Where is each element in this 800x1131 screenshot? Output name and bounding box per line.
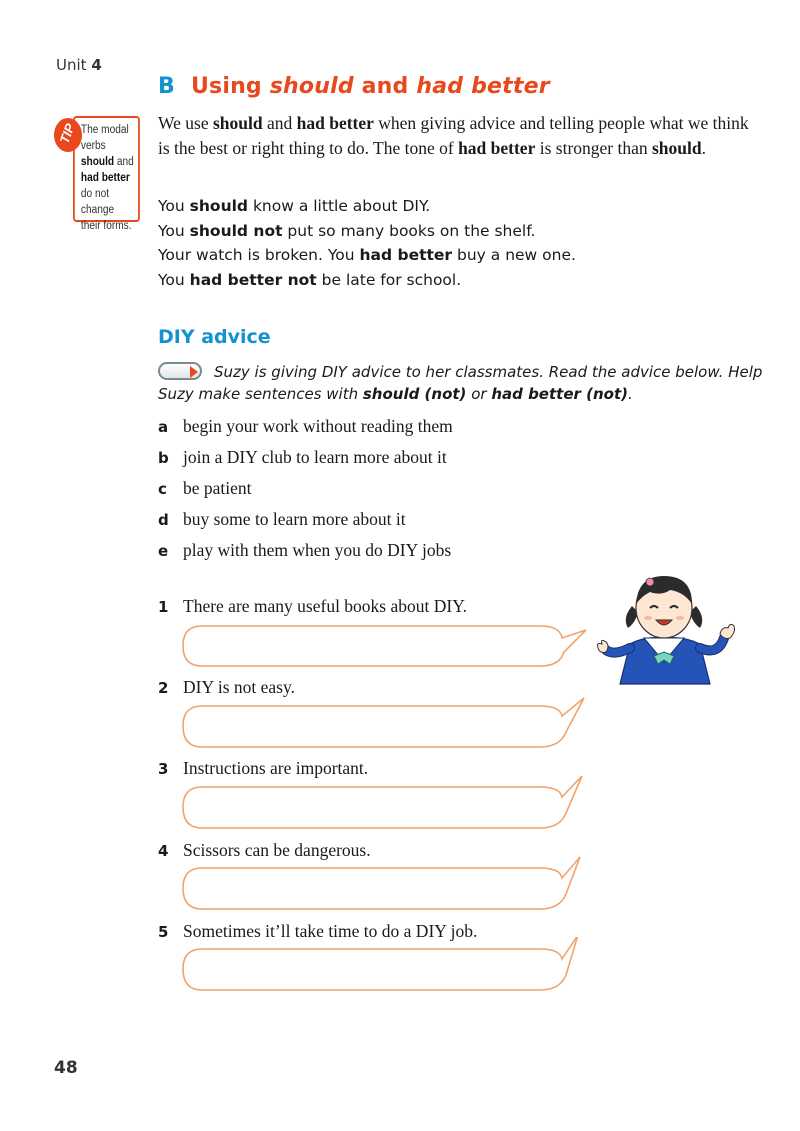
activity-instructions: Suzy is giving DIY advice to her classmates. Read the advice below. Help Suzy make sentences with should (not) or had better (not).	[158, 363, 763, 403]
list-item: a begin your work without reading them	[158, 416, 453, 436]
example-sentence: Your watch is broken. You had better buy a new one.	[158, 246, 576, 265]
tip-badge: TIP	[54, 118, 82, 152]
example-sentence: You had better not be late for school.	[158, 271, 462, 290]
tip-box: The modal verbs should and had better do not change their forms.	[73, 116, 140, 222]
list-item: c be patient	[158, 478, 252, 498]
activity-title: DIY advice	[158, 326, 271, 348]
answer-bubble-1[interactable]	[180, 622, 590, 682]
girl-illustration	[592, 566, 742, 691]
section-letter: B	[158, 74, 175, 99]
advice-list	[158, 416, 453, 571]
intro-paragraph: We use should and had better when giving advice and telling people what we think is the best or right thing to do. The tone of had better is stronger than should.	[158, 113, 749, 158]
unit-number: 4	[91, 56, 102, 74]
example-sentences	[158, 194, 576, 293]
answer-bubble-2[interactable]	[180, 694, 590, 754]
question-5: 5 Sometimes it’ll take time to do a DIY job.	[158, 921, 478, 941]
example-sentence: You should not put so many books on the shelf.	[158, 221, 536, 240]
unit-label: Unit 4	[56, 56, 102, 74]
list-item: b join a DIY club to learn more about it	[158, 447, 447, 467]
page-number: 48	[54, 1058, 78, 1078]
list-item: d buy some to learn more about it	[158, 509, 406, 529]
question-2: 2 DIY is not easy.	[158, 677, 295, 697]
answer-bubble-5[interactable]	[180, 937, 590, 997]
question-4: 4 Scissors can be dangerous.	[158, 840, 371, 860]
example-sentence: You should know a little about DIY.	[158, 197, 431, 215]
list-item: e play with them when you do DIY jobs	[158, 540, 452, 560]
answer-bubble-4[interactable]	[180, 856, 590, 916]
section-title: B Using should and had better	[158, 74, 550, 99]
question-3: 3 Instructions are important.	[158, 758, 369, 778]
play-icon	[190, 366, 198, 378]
question-1: 1 There are many useful books about DIY.	[158, 596, 467, 616]
answer-bubble-3[interactable]	[180, 775, 590, 835]
